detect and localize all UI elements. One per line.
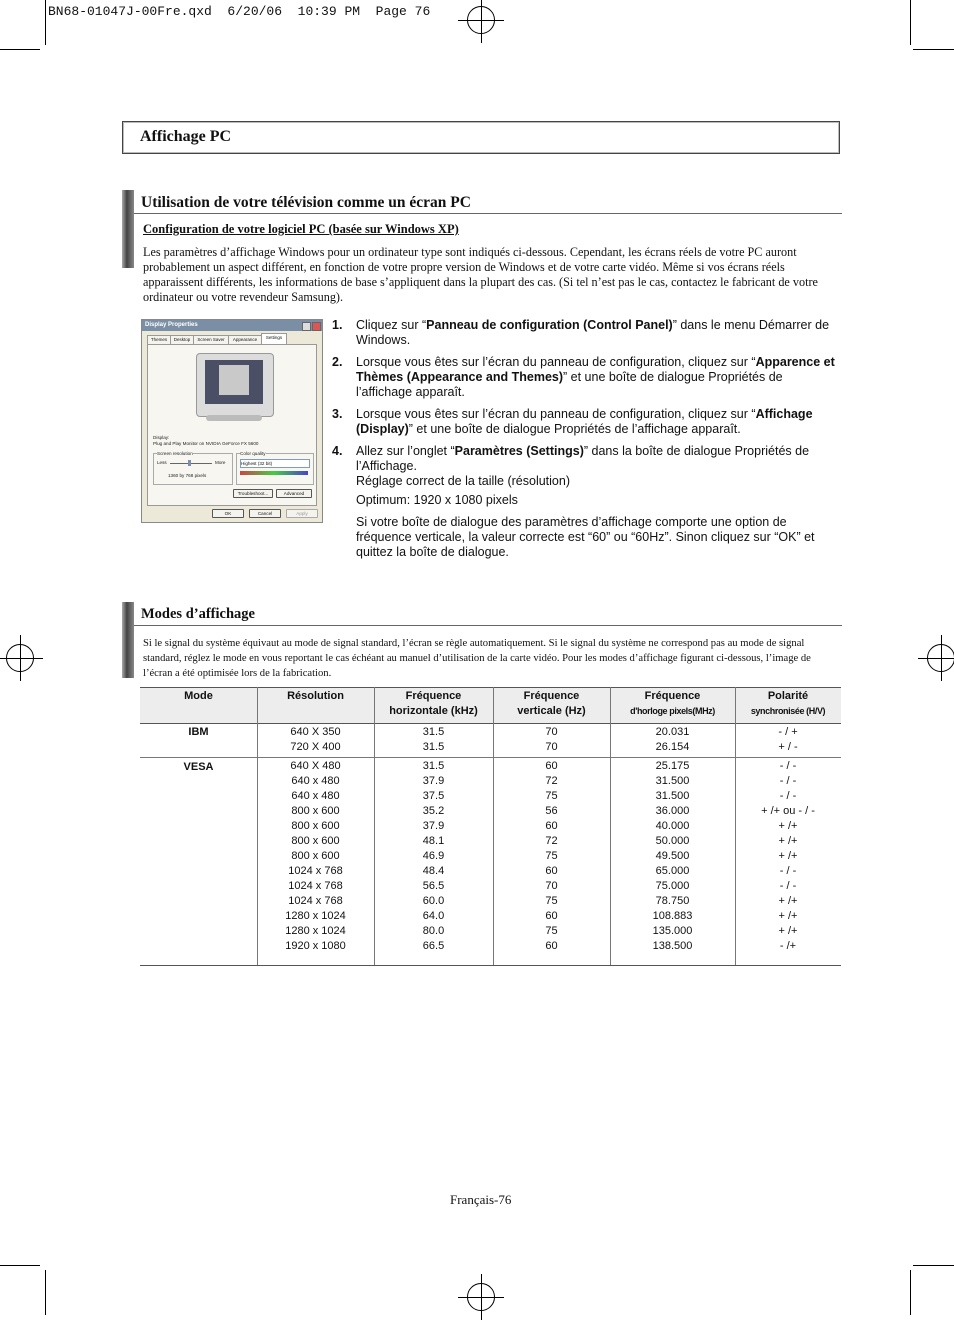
monitor-stand xyxy=(206,415,262,421)
table-cell: 1024 x 768 xyxy=(288,880,343,892)
crop-mark xyxy=(0,1265,40,1266)
table-cell: 31.5 xyxy=(422,741,445,753)
step-text: Lorsque vous êtes sur l’écran du panneau de configuration, cliquez sur “Affichage (Display)” et une boîte de dialogue Propriétés de l’affichage apparaît. xyxy=(356,407,813,436)
modes-heading: Modes d’affichage xyxy=(141,606,255,622)
display-properties-screenshot xyxy=(141,319,323,523)
column-hfreq xyxy=(374,759,493,954)
help-icon xyxy=(302,322,311,331)
column-vfreq xyxy=(493,725,610,755)
table-cell: 75 xyxy=(545,790,558,802)
table-cell: - / - xyxy=(779,880,797,892)
preview-window xyxy=(219,365,249,395)
screenshot-title: Display Properties xyxy=(145,322,198,328)
table-cell: 56 xyxy=(545,805,558,817)
color-label: Color quality xyxy=(240,451,266,456)
tab-settings: Settings xyxy=(261,333,287,344)
table-cell: 640 X 350 xyxy=(290,726,341,738)
table-cell: 70 xyxy=(545,741,558,753)
step-text: Cliquez sur “Panneau de configuration (Control Panel)” dans le menu Démarrer de Windows. xyxy=(356,318,830,347)
table-cell: 640 X 480 xyxy=(290,760,341,772)
page-number: Français-76 xyxy=(450,1192,512,1207)
resolution-label: Screen resolution xyxy=(157,451,193,456)
header-vfreq: Fréquence verticale (Hz) xyxy=(517,690,586,717)
troubleshoot-button: Troubleshoot... xyxy=(233,489,273,498)
ok-button: OK xyxy=(212,509,244,518)
table-cell: 70 xyxy=(545,726,558,738)
column-polarity xyxy=(735,725,841,755)
column-clock xyxy=(610,725,735,755)
table-cell: 75 xyxy=(545,925,558,937)
section-rule xyxy=(134,213,842,214)
table-cell: - /+ xyxy=(779,940,797,952)
table-cell: 138.500 xyxy=(652,940,693,952)
table-cell: 60 xyxy=(545,910,558,922)
table-cell: 48.1 xyxy=(422,835,445,847)
registration-mark xyxy=(927,644,954,672)
section-title-box xyxy=(122,121,840,154)
screenshot-titlebar xyxy=(142,320,322,331)
table-cell: 37.5 xyxy=(422,790,445,802)
table-cell: - / - xyxy=(779,775,797,787)
table-cell: 800 x 600 xyxy=(291,820,340,832)
table-cell: 60 xyxy=(545,820,558,832)
table-cell: 37.9 xyxy=(422,775,445,787)
step-text: Allez sur l’onglet “Paramètres (Settings)” dans la boîte de dialogue Propriétés de l’Affichage. xyxy=(356,444,810,473)
step-text: Lorsque vous êtes sur l’écran du panneau de configuration, cliquez sur “Apparence et Thèmes (Appearance and Themes)” et une boîte de dialogue Propriétés de l’affichage apparaît. xyxy=(356,355,835,399)
table-cell: 800 x 600 xyxy=(291,805,340,817)
section-title: Affichage PC xyxy=(140,128,232,145)
registration-mark xyxy=(467,1283,495,1311)
table-cell: 20.031 xyxy=(655,726,690,738)
table-cell: - / - xyxy=(779,760,797,772)
table-cell: 800 x 600 xyxy=(291,835,340,847)
step4-resolution-note: Réglage correct de la taille (résolution) xyxy=(356,474,570,488)
resolution-slider-knob xyxy=(188,460,191,466)
table-cell: 70 xyxy=(545,880,558,892)
table-cell: 31.5 xyxy=(422,726,445,738)
table-cell: 720 X 400 xyxy=(290,741,341,753)
advanced-button: Advanced xyxy=(276,489,312,498)
table-cell: 66.5 xyxy=(422,940,445,952)
table-cell: - / - xyxy=(779,865,797,877)
table-cell: 60.0 xyxy=(422,895,445,907)
table-cell: 108.883 xyxy=(652,910,693,922)
section-bar xyxy=(122,602,134,678)
table-cell: 72 xyxy=(545,835,558,847)
table-cell: 50.000 xyxy=(655,835,690,847)
table-cell: + /+ xyxy=(778,850,798,862)
column-resolution xyxy=(257,759,374,954)
step-number: 1. xyxy=(332,318,343,332)
table-cell: + /+ xyxy=(778,895,798,907)
monitor-preview xyxy=(196,353,274,417)
color-combo: Highest (32 bit) xyxy=(240,459,310,468)
table-cell: 31.500 xyxy=(655,790,690,802)
table-cell: 75 xyxy=(545,895,558,907)
column-polarity xyxy=(735,759,841,954)
table-cell: 49.500 xyxy=(655,850,690,862)
section-bar xyxy=(122,190,134,268)
color-bar xyxy=(240,471,308,475)
step-number: 2. xyxy=(332,355,343,369)
more-label: More xyxy=(215,460,226,465)
group-divider xyxy=(140,757,841,758)
display-label: Display: xyxy=(153,435,170,440)
column-hfreq xyxy=(374,725,493,755)
table-cell: 65.000 xyxy=(655,865,690,877)
table-bottom-rule xyxy=(140,965,841,966)
table-cell: 56.5 xyxy=(422,880,445,892)
table-cell: + /+ xyxy=(778,835,798,847)
tab-desktop: Desktop xyxy=(170,335,194,344)
crop-mark xyxy=(913,49,954,50)
header-resolution: Résolution xyxy=(287,690,344,702)
header-clock: Fréquence d'horloge pixels(MHz) xyxy=(630,690,715,716)
table-cell: 46.9 xyxy=(422,850,445,862)
table-cell: 75 xyxy=(545,850,558,862)
table-cell: - / + xyxy=(778,726,798,738)
table-cell: 40.000 xyxy=(655,820,690,832)
table-cell: 31.500 xyxy=(655,775,690,787)
cancel-button: Cancel xyxy=(249,509,281,518)
table-cell: + /+ xyxy=(778,910,798,922)
header-hfreq: Fréquence horizontale (kHz) xyxy=(389,690,478,717)
table-cell: 135.000 xyxy=(652,925,693,937)
table-cell: 60 xyxy=(545,865,558,877)
table-cell: 25.175 xyxy=(655,760,690,772)
table-cell: 31.5 xyxy=(422,760,445,772)
step-number: 3. xyxy=(332,407,343,421)
print-header: BN68-01047J-00Fre.qxd 6/20/06 10:39 PM Page 76 xyxy=(48,4,431,19)
resolution-group xyxy=(153,453,233,485)
table-cell: 60 xyxy=(545,760,558,772)
mode-vesa: VESA xyxy=(183,761,214,773)
column-vfreq xyxy=(493,759,610,954)
table-cell: 640 x 480 xyxy=(291,790,340,802)
table-cell: 1024 x 768 xyxy=(288,895,343,907)
table-cell: 1280 x 1024 xyxy=(285,910,346,922)
column-resolution xyxy=(257,725,374,755)
table-cell: 48.4 xyxy=(422,865,445,877)
modes-intro: Si le signal du système équivaut au mode de signal standard, l’écran se règle automatiquement. Si le signal du système ne correspond pas au mode de signal standard, réglez le mode en vous reportant le cas échéant au manuel d’utilisation de la carte vidéo. Pour les modes d’affichage figurant ci-dessous, l’image de l’écran a été optimisée lors de la fabrication. xyxy=(143,638,811,679)
step4-optimum: Optimum: 1920 x 1080 pixels xyxy=(356,493,518,507)
table-cell: + /+ xyxy=(778,820,798,832)
table-cell: 72 xyxy=(545,775,558,787)
settings-pane xyxy=(147,344,317,506)
usage-subheading: Configuration de votre logiciel PC (basée sur Windows XP) xyxy=(143,222,459,236)
tab-screen-saver: Screen Saver xyxy=(193,335,229,344)
table-cell: 800 x 600 xyxy=(291,850,340,862)
step-number: 4. xyxy=(332,444,343,458)
table-cell: 80.0 xyxy=(422,925,445,937)
header-polarity: Polarité synchronisée (H/V) xyxy=(750,690,826,716)
table-cell: 37.9 xyxy=(422,820,445,832)
table-cell: 35.2 xyxy=(422,805,445,817)
table-cell: 75.000 xyxy=(655,880,690,892)
table-cell: 26.154 xyxy=(655,741,690,753)
step4-frequency-note: Si votre boîte de dialogue des paramètres d’affichage comporte une option de fréquence verticale, la valeur correcte est “60” ou “60Hz”. Sinon cliquez sur “OK” et quittez la boîte de dialogue. xyxy=(356,515,815,559)
table-cell: 1024 x 768 xyxy=(288,865,343,877)
resolution-value: 1360 by 768 pixels xyxy=(168,473,207,478)
registration-mark xyxy=(467,6,495,34)
color-group xyxy=(236,453,314,485)
crop-mark xyxy=(913,1265,954,1266)
header-mode: Mode xyxy=(184,690,213,702)
column-clock xyxy=(610,759,735,954)
close-icon xyxy=(312,322,321,331)
apply-button: Apply xyxy=(286,509,318,518)
crop-mark xyxy=(45,0,46,45)
usage-intro: Les paramètres d’affichage Windows pour un ordinateur type sont indiqués ci-dessous. Cependant, les écrans réels de votre PC auront probablement un aspect différent, en fonction de votre propre version de Windows et de votre carte vidéo. Même si vos écrans réels apparaissent différents, les informations de base s’appliquent dans la plupart des cas. (Si tel n’est pas le cas, contactez le fabricant de votre ordinateur ou votre revendeur Samsung). xyxy=(143,245,818,304)
registration-mark xyxy=(6,644,34,672)
usage-heading: Utilisation de votre télévision comme un écran PC xyxy=(141,194,471,211)
table-cell: 1280 x 1024 xyxy=(285,925,346,937)
table-cell: + /+ ou - / - xyxy=(761,805,815,817)
table-cell: 60 xyxy=(545,940,558,952)
table-cell: 78.750 xyxy=(655,895,690,907)
table-cell: 64.0 xyxy=(422,910,445,922)
crop-mark xyxy=(0,49,40,50)
table-cell: + /+ xyxy=(778,925,798,937)
mode-ibm: IBM xyxy=(188,726,209,738)
table-cell: + / - xyxy=(778,741,798,753)
table-cell: 1920 x 1080 xyxy=(285,940,346,952)
tab-themes: Themes xyxy=(147,335,171,344)
display-modes-table xyxy=(140,687,841,967)
monitor-screen xyxy=(205,360,263,404)
resolution-slider xyxy=(170,463,212,464)
tab-appearance: Appearance xyxy=(228,335,262,344)
less-label: Less xyxy=(157,460,167,465)
crop-mark xyxy=(910,0,911,45)
crop-mark xyxy=(45,1270,46,1315)
display-value: Plug and Play Monitor on NVIDIA GeForce FX 5600 xyxy=(153,441,259,446)
table-cell: 640 x 480 xyxy=(291,775,340,787)
table-cell: - / - xyxy=(779,790,797,802)
crop-mark xyxy=(910,1270,911,1315)
table-cell: 36.000 xyxy=(655,805,690,817)
section-rule xyxy=(134,625,842,626)
